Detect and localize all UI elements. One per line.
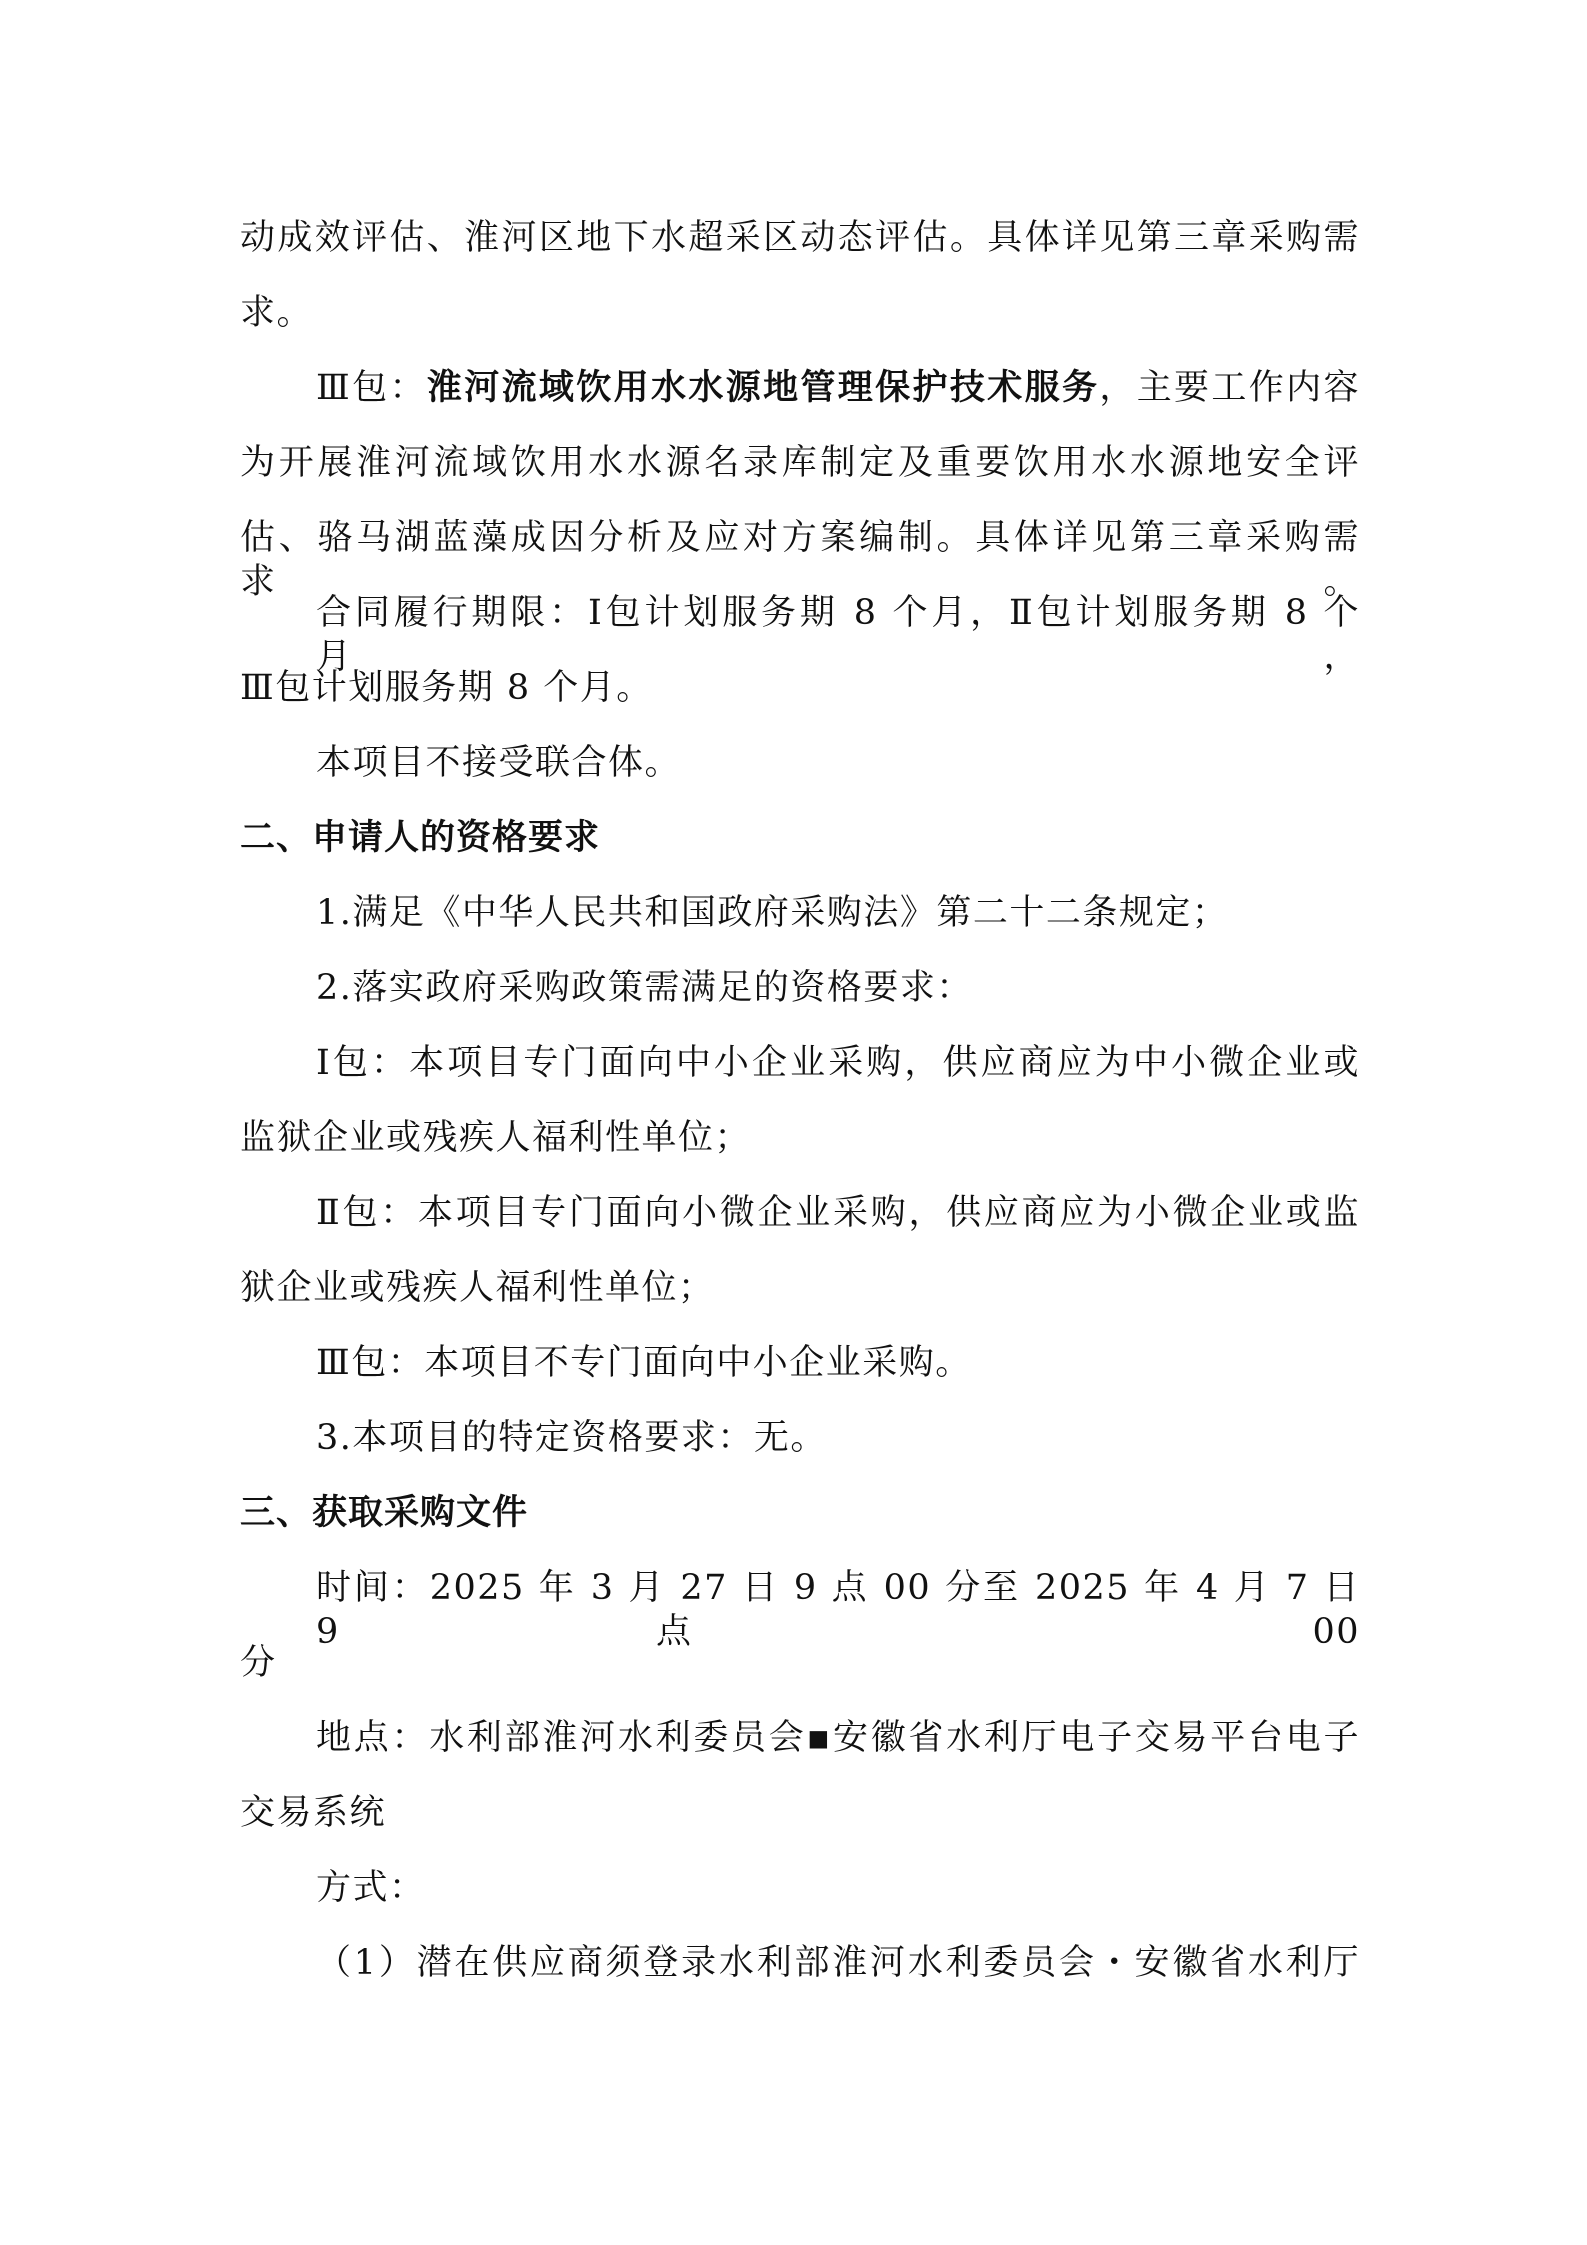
obtain-location: 地点：水利部淮河水利委员会▪安徽省水利厅电子交易平台电子 [316, 1718, 1360, 1758]
qualification-package-1: Ⅰ包：本项目专门面向中小企业采购，供应商应为中小微企业或 [316, 1043, 1361, 1083]
paragraph-line: 为开展淮河流域饮用水水源名录库制定及重要饮用水水源地安全评 [240, 443, 1360, 483]
obtain-time: 时间：2025 年 3 月 27 日 9 点 00 分至 2025 年 4 月 7 日 9 点 00 [316, 1568, 1360, 1652]
paragraph-line: 动成效评估、淮河区地下水超采区动态评估。具体详见第三章采购需 [240, 218, 1360, 258]
package-3-title: 淮河流域饮用水水源地管理保护技术服务 [426, 368, 1100, 408]
package-3-label: Ⅲ包： [316, 368, 427, 408]
qualification-package-2: Ⅱ包：本项目专门面向小微企业采购，供应商应为小微企业或监 [316, 1193, 1360, 1233]
qualification-item: 3.本项目的特定资格要求：无。 [316, 1418, 827, 1458]
package-3-intro-line [316, 366, 1360, 410]
qualification-package-1: 监狱企业或残疾人福利性单位； [240, 1118, 752, 1158]
contract-period-line: Ⅲ包计划服务期 8 个月。 [240, 668, 653, 708]
obtain-time: 分 [240, 1643, 277, 1683]
paragraph-line: 求。 [240, 293, 314, 333]
qualification-package-2: 狱企业或残疾人福利性单位； [240, 1268, 715, 1308]
obtain-method: 方式： [316, 1868, 426, 1908]
section-heading-obtain-documents: 三、获取采购文件 [240, 1493, 529, 1533]
package-3-suffix: ，主要工作内容 [1099, 368, 1360, 408]
paragraph-line: 估、骆马湖蓝藻成因分析及应对方案编制。具体详见第三章采购需求。 [240, 518, 1360, 602]
contract-period-line: 合同履行期限：Ⅰ包计划服务期 8 个月，Ⅱ包计划服务期 8 个月， [316, 593, 1360, 677]
qualification-package-3: Ⅲ包：本项目不专门面向中小企业采购。 [316, 1343, 972, 1383]
obtain-location: 交易系统 [240, 1793, 387, 1833]
qualification-item: 2.落实政府采购政策需满足的资格要求： [316, 968, 973, 1008]
consortium-statement: 本项目不接受联合体。 [316, 743, 682, 783]
obtain-method-step-1: （1）潜在供应商须登录水利部淮河水利委员会・安徽省水利厅 [316, 1943, 1360, 1983]
section-heading-qualifications: 二、申请人的资格要求 [240, 818, 601, 858]
qualification-item: 1.满足《中华人民共和国政府采购法》第二十二条规定； [316, 893, 1229, 933]
